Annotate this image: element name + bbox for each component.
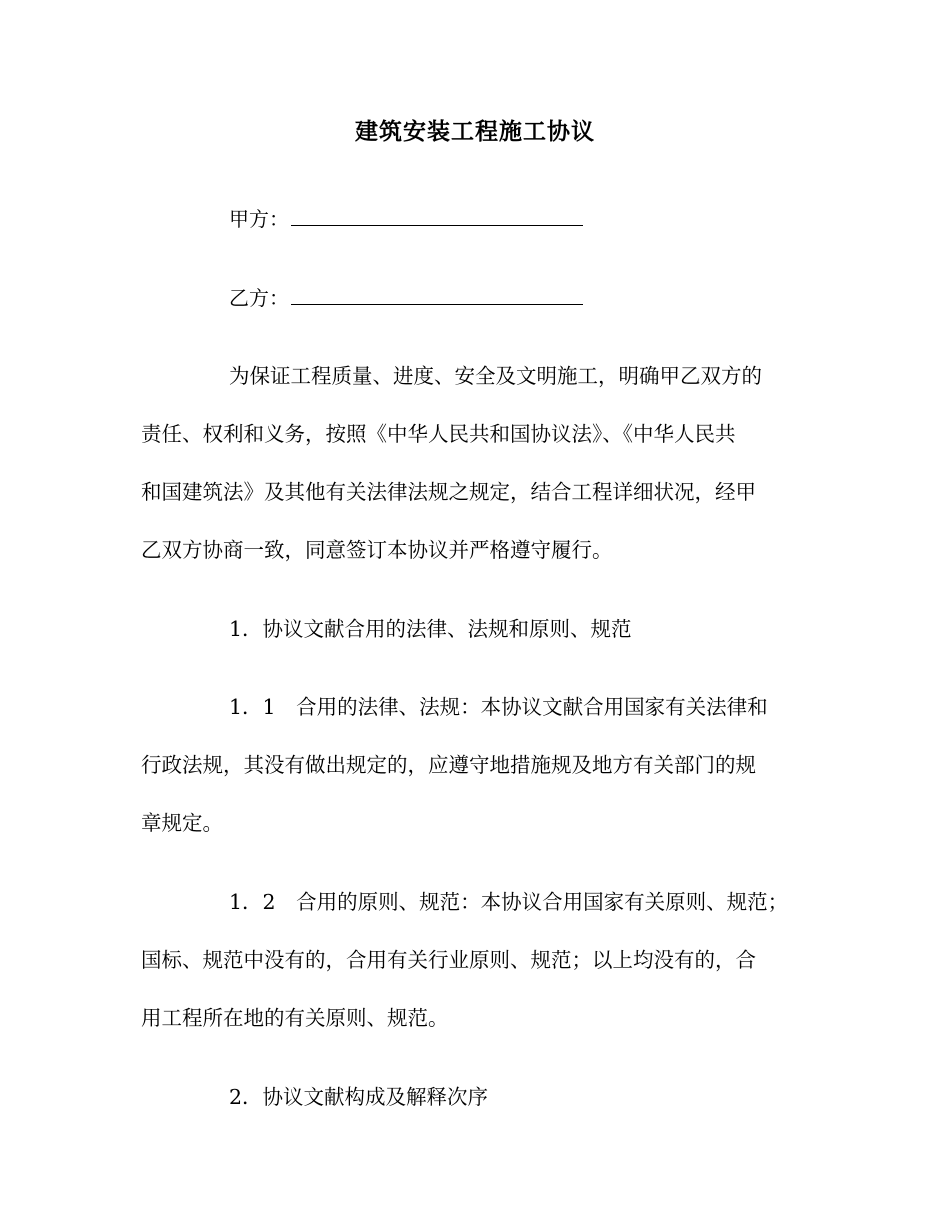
party-a-blank xyxy=(291,205,583,226)
section-1-1-line-1: 1．1 合用的法律、法规：本协议文献合用国家有关法律和 xyxy=(229,695,768,719)
section-2-heading: 2．协议文献构成及解释次序 xyxy=(229,1085,489,1109)
party-b-line xyxy=(229,284,583,312)
party-b-label: 乙方： xyxy=(229,286,289,310)
section-1-1-line-3: 章规定。 xyxy=(141,811,223,835)
intro-line-4: 乙双方协商一致，同意签订本协议并严格遵守履行。 xyxy=(141,538,613,562)
party-a-line xyxy=(229,205,583,233)
party-a-label: 甲方： xyxy=(229,207,289,231)
section-1-2-line-3: 用工程所在地的有关原则、规范。 xyxy=(141,1006,449,1030)
intro-line-2: 责任、权利和义务，按照《中华人民共和国协议法》、《中华人民共 xyxy=(141,422,736,446)
party-b-blank xyxy=(291,284,583,305)
section-1-heading: 1．协议文献合用的法律、法规和原则、规范 xyxy=(229,617,632,641)
section-1-2-line-2: 国标、规范中没有的，合用有关行业原则、规范；以上均没有的，合 xyxy=(141,948,756,972)
intro-line-1: 为保证工程质量、进度、安全及文明施工，明确甲乙双方的 xyxy=(229,364,762,388)
intro-line-3: 和国建筑法》及其他有关法律法规之规定，结合工程详细状况，经甲 xyxy=(141,480,756,504)
section-1-2-line-1: 1．2 合用的原则、规范：本协议合用国家有关原则、规范； xyxy=(229,890,789,914)
document-title: 建筑安装工程施工协议 xyxy=(355,118,595,145)
section-1-1-line-2: 行政法规，其没有做出规定的，应遵守地措施规及地方有关部门的规 xyxy=(141,753,756,777)
